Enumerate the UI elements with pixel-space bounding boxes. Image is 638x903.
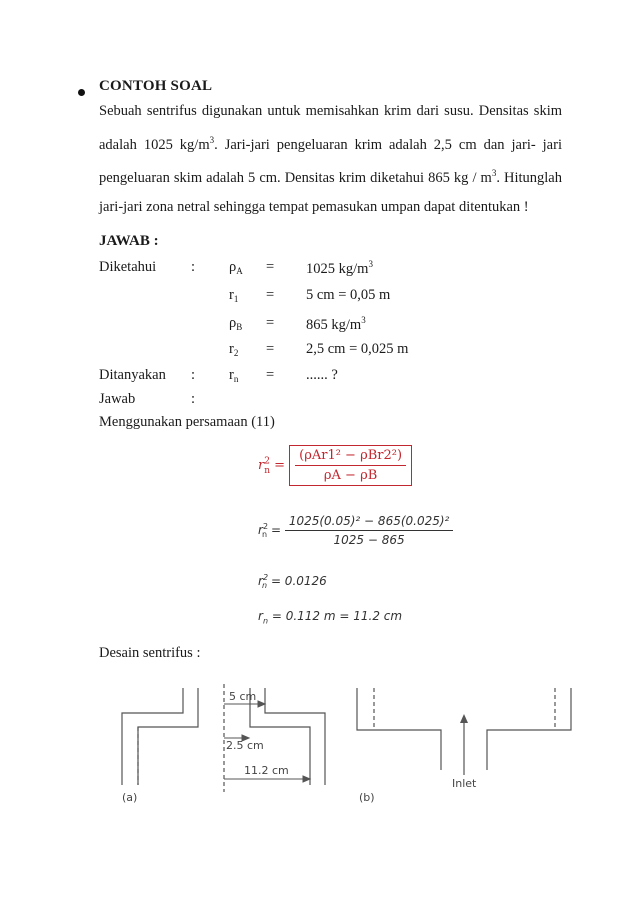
equals-sign: = [266,367,275,383]
dim-5cm-arrowhead [258,701,265,707]
value: 5 cm = 0,05 m [306,287,391,303]
formula-bracket: $\frac{\text{(ρAr1² − ρBr2²)}}{\rho A - \rho B}$ [289,445,412,486]
known-label: Diketahui [99,259,157,275]
diagram-b-left-wall [357,688,441,770]
design-label: Desain sentrifus : [99,645,201,661]
equals-sign: = [266,315,275,331]
symbol: $r_n$ [229,367,239,384]
colon: : [191,367,196,383]
value: 1025 $kg/m^3$ [306,259,373,277]
equals-sign: = [266,341,275,357]
answer-heading: JAWAB : [99,233,159,249]
inlet-arrow-head [460,714,468,723]
symbol: $r_2$ [229,341,239,358]
centrifuge-diagram [0,680,638,810]
diagram-a-left-inner [138,688,198,785]
colon: : [191,259,196,275]
symbol: $r_1$ [229,287,239,304]
equals-sign: = [266,287,275,303]
answer-label: Jawab [99,391,136,407]
asked-label: Ditanyakan [99,367,166,383]
inlet-label: Inlet [452,777,477,790]
problem-paragraph: Sebuah sentrifus digunakan untuk memisahkan krim dari susu. Densitas skim adalah 1025 $kg/m^3$. Jari-jari pengeluaran krim adalah 2,5 cm dan jari- jari pengeluaran skim adalah 5 cm. Densitas krim diketahui 865 kg / $m^3$. Hitunglah jari-jari zona netral sehingga tempat pemasukan umpan dapat ditentukan ! [99,103,562,215]
symbol: $\rho_A$ [229,259,243,276]
colon: : [191,391,196,407]
bullet-icon [78,89,85,96]
uses-equation-text: Menggunakan persamaan (11) [99,414,275,430]
value: ...... ? [306,367,338,383]
label-b: (b) [359,791,375,804]
dim-25cm-label: 2.5 cm [226,739,264,752]
dim-5cm-label: 5 cm [229,690,257,703]
equals-sign: = [266,259,275,275]
square-result-equation: $r^2_n = 0.0126$ [258,573,327,591]
value: 865 $kg/m^3$ [306,315,366,333]
symbol: $\rho_B$ [229,315,243,332]
value: 2,5 cm = 0,025 m [306,341,409,357]
diagram-a-left-wall [122,688,183,785]
substitution-equation: $r^2_n$ = $\frac{\text{1025(0.05)² − 865(0.025)²}}{1025 - 865}$ [258,514,453,547]
dim-112cm-arrowhead [303,776,310,782]
diagram-b-right-wall [487,688,571,770]
final-result-equation: $r_n = 0.112$ m = 11.2 cm [258,609,403,626]
label-a: (a) [122,791,138,804]
formula-equation: $r^2$ n = $\frac{\text{(ρAr1² − ρBr2²)}}{\rho A - \rho B}$ [258,445,412,486]
dim-112cm-label: 11.2 cm [244,764,289,777]
section-heading: CONTOH SOAL [99,78,213,94]
